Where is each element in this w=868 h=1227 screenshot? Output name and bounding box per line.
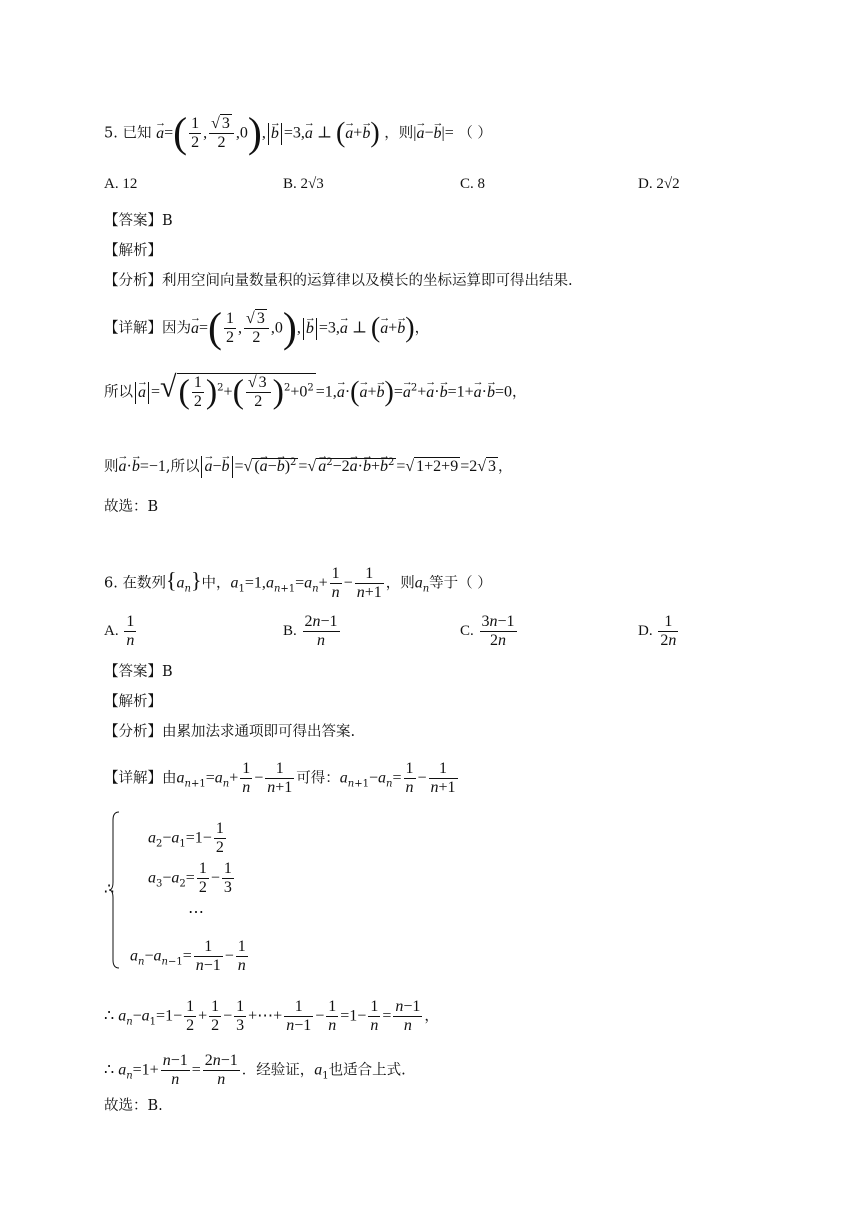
q6-stem: 6. 在数列$\{a_n\}$中，$a_1=1,a_{n+1}=a_n+$ $\frac{1}{n}$ − $\frac{1}{n+1}$ ，则$a_n$等于（ ）	[104, 565, 492, 601]
q6-sum: ∴ $a_n-a_1=1-$ $\frac{1}{2}$ + $\frac{1}{2}$ − $\frac{1}{3}$ +⋯+ $\frac{1}{n-1}$ − $\frac{1}{n}$ =1− $\frac{1}{n}$ = $\frac{n-1}{n}$ ，	[104, 998, 439, 1034]
q6-check-end: 也适合上式.	[328, 1062, 406, 1079]
q6-sys-3: $a_n-a_{n-1}=$ $\frac{1}{n-1}$ − $\frac{1}{n}$	[130, 938, 246, 974]
q5-line2-lead: 所以	[104, 384, 133, 401]
q6-analysis: 【分析】由累加法求通项即可得出答案.	[104, 724, 356, 740]
q5-answer: 【答案】B	[104, 213, 173, 229]
q6-stem-end: 等于（ ）	[429, 575, 492, 592]
q6-stem-mid: 中，	[201, 575, 231, 592]
q6-analysis-head: 【解析】	[104, 694, 162, 710]
q5-option-a	[104, 176, 137, 193]
option-label: C.	[460, 176, 474, 192]
option-text: 2√2	[656, 176, 680, 192]
q6-sys-ellipsis: ⋯	[188, 904, 204, 921]
q6-sys-2: $a_3-a_2=$ $\frac{1}{2}$ − $\frac{1}{3}$	[148, 860, 232, 896]
q5-detail-3: 则→ a·→ b=−1,所以→ a−→ b =√ (→ a−→ b)$^2$ =√→ $a^2-2\to a\cdot\to b+\to b^2$ =√ 1+2+9 =2√ 3 ，	[104, 453, 513, 478]
option-label: A.	[104, 622, 119, 639]
option-label: B.	[283, 622, 297, 639]
q5-line3-mid: ,所以	[165, 458, 200, 475]
q5-option-c	[460, 176, 485, 193]
q5-detail-1: 【详解】因为→ a=( $\frac{1}{2}$ , $\frac{√ 3}{2}$ ,0),→ b =3,→ a ⊥ (→ a+→ b)，	[104, 310, 429, 347]
q6-detail-mid: 可得：	[296, 770, 340, 787]
q6-sys-1: $a_2-a_1=1-$ $\frac{1}{2}$	[148, 820, 224, 856]
q6-option-a: A. $\frac{1}{n}$	[104, 613, 135, 649]
option-text: 12	[122, 176, 138, 192]
q5-stem-then: ，则	[384, 125, 414, 142]
q6-check: ．经验证，	[241, 1062, 315, 1079]
option-text: 2√3	[300, 176, 324, 192]
option-label: A.	[104, 176, 119, 192]
q5-analysis: 【分析】利用空间向量数量积的运算律以及模长的坐标运算即可得出结果.	[104, 273, 573, 289]
q6-answer: 【答案】B	[104, 664, 173, 680]
option-text: 8	[477, 176, 486, 192]
q5-choose: 故选：B	[104, 499, 159, 515]
option-label: D.	[638, 176, 653, 192]
q5-stem-lead: 已知	[122, 125, 152, 142]
q5-analysis-head: 【解析】	[104, 243, 162, 259]
q5-number: 5.	[104, 125, 118, 142]
option-label: D.	[638, 622, 653, 639]
q6-result: ∴ $a_n=1+$ $\frac{n-1}{n}$ = $\frac{2n-1}{n}$ ．经验证，$a_1$也适合上式.	[104, 1052, 406, 1088]
q6-option-d: D. $\frac{1}{2n}$	[638, 613, 677, 649]
q5-line3-lead: 则	[104, 458, 119, 475]
therefore-symbol: ∴	[104, 881, 115, 898]
option-label: B.	[283, 176, 297, 192]
q6-choose: 故选：B.	[104, 1098, 163, 1114]
q5-option-b	[283, 176, 324, 193]
q6-option-c: C. $\frac{3n-1}{2n}$	[460, 613, 515, 649]
q5-detail-2: 所以→ a =√( $\frac{1}{2}$ )$^2$+( $\frac{√ 3}{2}$ )$^2+0^2 =1,\to a\cdot(\to a+\to b)=\to a^2+\to a\cdot\to b=1+\to a\cdot\to b=0$，	[104, 373, 527, 411]
q5-option-d	[638, 176, 680, 193]
q6-stem-then: ，则	[385, 575, 415, 592]
q6-option-b: B. $\frac{2n-1}{n}$	[283, 613, 338, 649]
q6-number: 6.	[104, 575, 118, 592]
q6-stem-lead: 在数列	[122, 575, 166, 592]
q5-detail-lead: 【详解】因为	[104, 320, 191, 337]
q5-stem: 5. 已知 → a=( $\frac{1}{2}$ , $\frac{√ 3}{2}$ ,0),→ b =3,→ a ⊥ (→ a+→ b) ，则|→ a−→ b|= （ ）	[104, 115, 492, 152]
vector-a: → a	[156, 124, 164, 144]
q5-paren: （ ）	[458, 125, 492, 142]
q6-detail-lead: 【详解】由	[104, 770, 177, 787]
option-label: C.	[460, 622, 474, 639]
q6-detail-1: 【详解】由$a_{n+1}=a_n+$ $\frac{1}{n}$ − $\frac{1}{n+1}$ 可得：$a_{n+1}-a_n=$ $\frac{1}{n}$ − $\frac{1}{n+1}$	[104, 760, 456, 796]
